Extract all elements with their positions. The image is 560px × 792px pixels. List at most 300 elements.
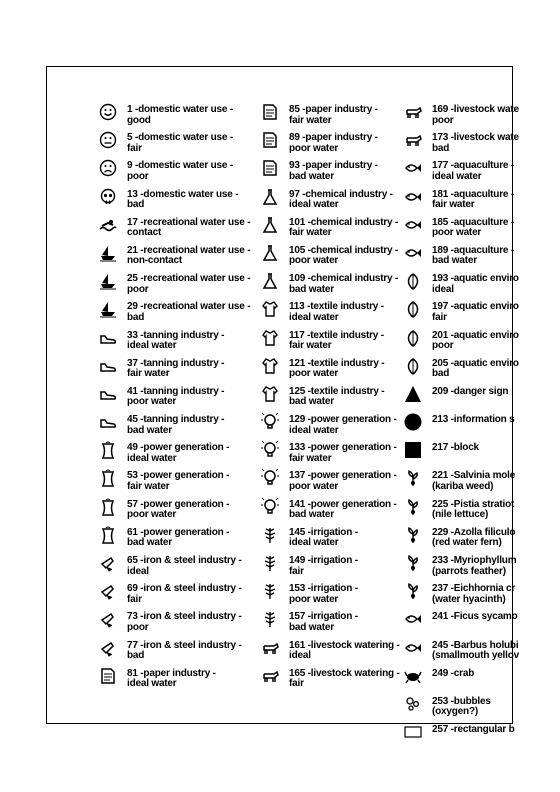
fish-icon xyxy=(402,637,424,659)
legend-entry-line: 177 -aquaculture - xyxy=(432,160,514,172)
bubbles-icon xyxy=(402,693,424,715)
legend-entry-line: poor xyxy=(127,283,149,295)
legend-entry-line: 1 -domestic water use - xyxy=(127,104,233,115)
ladle-icon xyxy=(97,552,119,574)
legend-entry-line: fair xyxy=(432,311,447,323)
legend-entry-label xyxy=(127,302,250,323)
legend-entry-line: 65 -iron & steel industry - xyxy=(127,555,242,566)
legend-entry-label xyxy=(127,161,233,182)
legend-entry xyxy=(402,693,513,721)
shirt-icon xyxy=(259,327,281,349)
legend-entry-line: fair water xyxy=(289,114,332,126)
legend-entry-line: 117 -textile industry - xyxy=(289,329,384,341)
legend-entry xyxy=(402,242,513,270)
shell-icon xyxy=(402,298,424,320)
legend-entry-line: bad water xyxy=(289,509,334,521)
legend-entry-line: 137 -power generation - xyxy=(289,470,397,482)
legend-entry-label xyxy=(432,725,515,736)
legend-entry-line: 237 -Eichhornia cr xyxy=(432,583,516,595)
legend-entry xyxy=(259,524,409,552)
swimmer-icon xyxy=(97,214,119,236)
legend-entry-line: 29 -recreational water use - xyxy=(127,301,251,313)
legend-entry xyxy=(402,186,513,214)
legend-entry-line: 93 -paper industry - xyxy=(289,160,378,172)
rect-outline-icon xyxy=(402,721,424,743)
legend-entry-label xyxy=(289,415,397,436)
legend-entry xyxy=(259,665,409,693)
shoe-icon xyxy=(97,355,119,377)
paper-icon xyxy=(259,101,281,123)
cow-icon xyxy=(402,129,424,151)
flask-icon xyxy=(259,214,281,236)
legend-entry-label xyxy=(289,274,398,295)
legend-entry xyxy=(402,214,513,242)
legend-entry xyxy=(259,298,409,326)
legend-entry xyxy=(97,411,257,439)
legend-entry-label xyxy=(289,528,358,549)
shoe-icon xyxy=(97,383,119,405)
flask-icon xyxy=(259,186,281,208)
weed-icon xyxy=(402,496,424,518)
legend-entry-label xyxy=(432,133,519,154)
legend-entry-label xyxy=(289,443,397,464)
legend-entry-label xyxy=(432,641,519,662)
legend-entry-line: 193 -aquatic enviro xyxy=(432,273,519,285)
legend-entry xyxy=(402,101,519,129)
ladle-icon xyxy=(97,637,119,659)
legend-entry-label xyxy=(432,471,515,492)
legend-entry xyxy=(259,270,409,298)
legend-column-2 xyxy=(259,101,409,693)
legend-entry xyxy=(402,298,519,326)
legend-entry xyxy=(97,242,257,270)
legend-entry-line: bad water xyxy=(289,170,334,182)
legend-entry-line: 173 -livestock wate xyxy=(432,132,519,144)
legend-entry-line: 189 -aquaculture - xyxy=(432,244,514,256)
legend-entry-label xyxy=(432,556,516,577)
legend-entry xyxy=(402,411,513,439)
legend-entry-label xyxy=(127,669,216,690)
legend-entry xyxy=(259,496,409,524)
legend-entry-line: 145 -irrigation - xyxy=(289,526,358,538)
legend-entry-label xyxy=(432,415,515,426)
legend-entry-label xyxy=(289,500,397,521)
legend-entry-label xyxy=(289,669,400,690)
legend-entry xyxy=(259,129,409,157)
legend-entry xyxy=(97,355,257,383)
legend-entry xyxy=(97,101,257,129)
legend-entry xyxy=(402,327,519,355)
legend-entry xyxy=(259,355,409,383)
legend-entry-line: 73 -iron & steel industry - xyxy=(127,611,242,623)
legend-entry-line: 97 -chemical industry - xyxy=(289,188,393,200)
legend-entry xyxy=(402,157,513,185)
legend-entry xyxy=(259,101,409,129)
legend-entry xyxy=(402,721,513,749)
legend-entry-line: contact xyxy=(127,227,162,239)
legend-entry-line: poor water xyxy=(432,227,482,239)
legend-entry xyxy=(259,327,409,355)
legend-entry-label xyxy=(289,302,384,323)
legend-entry-line: 201 -aquatic enviro xyxy=(432,329,519,341)
legend-entry-line: 49 -power generation - xyxy=(127,442,230,454)
legend-entry-line: bad xyxy=(127,199,145,211)
legend-entry xyxy=(259,383,409,411)
legend-entry-line: 221 -Salvinia mole xyxy=(432,470,516,482)
legend-entry-line: 45 -tanning industry - xyxy=(127,414,225,426)
legend-entry-line: 17 -recreational water use - xyxy=(127,216,251,228)
legend-entry-line: 121 -textile industry - xyxy=(289,357,385,369)
ladle-icon xyxy=(97,608,119,630)
shell-icon xyxy=(402,270,424,292)
boat-icon xyxy=(97,242,119,264)
legend-entry-line: fair xyxy=(127,142,142,154)
legend-entry-line: fair xyxy=(289,565,304,577)
legend-entry-line: 133 -power generation - xyxy=(289,442,397,454)
legend-entry-line: bad xyxy=(127,650,145,662)
legend-entry-line: 13 -domestic water use - xyxy=(127,188,239,200)
legend-entry-line: 69 -iron & steel industry - xyxy=(127,583,242,595)
legend-entry-line: 109 -chemical industry - xyxy=(289,273,399,285)
legend-entry-line: bad water xyxy=(289,621,334,633)
legend-entry-line: 33 -tanning industry - xyxy=(127,329,225,341)
legend-entry-label xyxy=(127,528,229,549)
legend-entry-label xyxy=(432,302,519,323)
plant-icon xyxy=(259,608,281,630)
legend-entry xyxy=(402,552,517,580)
legend-entry-line: 169 -livestock wate xyxy=(432,104,519,115)
legend-entry-line: 37 -tanning industry - xyxy=(127,357,225,369)
legend-entry-line: poor water xyxy=(127,396,177,408)
weed-icon xyxy=(402,467,424,489)
legend-entry xyxy=(259,439,409,467)
shirt-icon xyxy=(259,298,281,320)
legend-entry-label xyxy=(432,697,491,718)
legend-entry-label xyxy=(289,246,398,267)
triangle-icon xyxy=(402,383,424,405)
bulb-icon xyxy=(259,496,281,518)
legend-entry-line: 101 -chemical industry - xyxy=(289,216,399,228)
legend-entry-line: 253 -bubbles xyxy=(432,695,491,707)
legend-entry xyxy=(402,129,519,157)
legend-entry-line: 85 -paper industry - xyxy=(289,104,378,115)
bulb-icon xyxy=(259,411,281,433)
legend-entry-line: fair water xyxy=(289,227,332,239)
legend-entry-line: ideal water xyxy=(127,340,177,351)
legend-entry xyxy=(402,524,516,552)
legend-entry-label xyxy=(127,359,224,380)
legend-entry-label xyxy=(127,415,224,436)
legend-entry-line: 197 -aquatic enviro xyxy=(432,301,519,313)
legend-entry-line: 105 -chemical industry - xyxy=(289,244,399,256)
legend-entry-label xyxy=(127,443,229,464)
legend-entry xyxy=(402,467,516,495)
legend-entry-line: bad water xyxy=(432,255,477,267)
legend-entry-label xyxy=(432,218,514,239)
legend-entry-line: poor xyxy=(432,114,454,126)
legend-entry-line: 53 -power generation - xyxy=(127,470,230,482)
shoe-icon xyxy=(97,327,119,349)
square-icon xyxy=(402,439,424,461)
legend-entry-line: 61 -power generation - xyxy=(127,526,230,538)
legend-entry xyxy=(259,242,409,270)
legend-entry-line: poor water xyxy=(289,593,339,605)
legend-entry-line: bad water xyxy=(127,537,172,549)
legend-entry-line: good xyxy=(127,114,151,126)
legend-entry-line: 77 -iron & steel industry - xyxy=(127,639,242,651)
legend-entry-label xyxy=(432,161,514,182)
cooling-tower-icon xyxy=(97,467,119,489)
legend-entry-line: non-contact xyxy=(127,255,183,267)
legend-entry-line: poor water xyxy=(289,480,339,492)
paper-icon xyxy=(259,157,281,179)
legend-entry-label xyxy=(127,471,229,492)
legend-entry-label xyxy=(432,105,519,126)
legend-entry-line: 233 -Myriophyllum xyxy=(432,555,517,566)
fish-icon xyxy=(402,214,424,236)
legend-entry-line: ideal water xyxy=(432,170,482,182)
legend-entry-label xyxy=(289,331,384,352)
legend-entry-line: (kariba weed) xyxy=(432,480,494,492)
legend-entry-line: 257 -rectangular b xyxy=(432,724,515,736)
legend-entry xyxy=(402,383,513,411)
legend-entry-label xyxy=(432,443,479,454)
legend-entry xyxy=(259,580,409,608)
legend-entry-label xyxy=(289,471,397,492)
legend-entry-line: bad xyxy=(432,368,450,380)
legend-entry-line: 113 -textile industry - xyxy=(289,301,384,313)
legend-entry xyxy=(97,383,257,411)
legend-entry-label xyxy=(127,612,242,633)
legend-entry-line: poor xyxy=(127,621,149,633)
legend-entry xyxy=(97,157,257,185)
cow-icon xyxy=(259,637,281,659)
legend-entry-label xyxy=(127,105,233,126)
legend-entry-line: 89 -paper industry - xyxy=(289,132,378,144)
legend-entry xyxy=(97,524,257,552)
legend-entry-label xyxy=(432,246,514,267)
shell-icon xyxy=(402,327,424,349)
legend-entry-line: 141 -power generation - xyxy=(289,498,397,510)
legend-entry xyxy=(97,496,257,524)
fish-icon xyxy=(402,608,424,630)
legend-entry-label xyxy=(289,161,378,182)
legend-entry xyxy=(402,580,516,608)
legend-entry-label xyxy=(432,612,518,623)
legend-entry-line: bad water xyxy=(289,396,334,408)
legend-entry-label xyxy=(289,584,358,605)
shell-icon xyxy=(402,355,424,377)
legend-entry xyxy=(259,637,409,665)
legend-entry-line: poor water xyxy=(127,509,177,521)
cooling-tower-icon xyxy=(97,496,119,518)
legend-entry-line: fair water xyxy=(127,368,170,380)
legend-entry xyxy=(97,608,257,636)
face-frown-icon xyxy=(97,157,119,179)
paper-icon xyxy=(259,129,281,151)
legend-entry-label xyxy=(127,331,224,352)
legend-entry-label xyxy=(127,274,250,295)
legend-entry-line: 161 -livestock watering - xyxy=(289,639,400,651)
legend-entry-line: 165 -livestock watering - xyxy=(289,667,400,679)
legend-entry-line: 157 -irrigation - xyxy=(289,611,358,623)
legend-entry xyxy=(259,608,409,636)
legend-entry xyxy=(97,665,257,693)
legend-entry-line: 9 -domestic water use - xyxy=(127,160,233,172)
legend-entry-label xyxy=(289,133,378,154)
legend-entry-line: poor water xyxy=(289,142,339,154)
legend-entry-line: 21 -recreational water use - xyxy=(127,244,251,256)
legend-entry-line: (smallmouth yellov xyxy=(432,650,519,662)
legend-entry xyxy=(259,411,409,439)
legend-entry-line: poor xyxy=(432,340,454,351)
weed-icon xyxy=(402,552,424,574)
legend-entry-line: 153 -irrigation - xyxy=(289,583,358,595)
legend-entry-line: poor water xyxy=(289,255,339,267)
circle-icon xyxy=(402,411,424,433)
legend-entry-line: 249 -crab xyxy=(432,667,475,679)
legend-entry-label xyxy=(289,387,384,408)
legend-entry-label xyxy=(432,584,515,605)
legend-entry xyxy=(97,637,257,665)
weed-icon xyxy=(402,580,424,602)
skull-icon xyxy=(97,186,119,208)
legend-entry xyxy=(259,467,409,495)
legend-entry-line: ideal water xyxy=(127,452,177,464)
legend-entry-label xyxy=(127,218,250,239)
legend-entry-line: 25 -recreational water use - xyxy=(127,273,251,285)
legend-entry-line: bad water xyxy=(289,283,334,295)
paper-icon xyxy=(97,665,119,687)
legend-entry-label xyxy=(289,612,358,633)
legend-entry-line: 241 -Ficus sycamo xyxy=(432,611,518,623)
legend-entry-label xyxy=(289,218,398,239)
ladle-icon xyxy=(97,580,119,602)
legend-entry-label xyxy=(432,387,508,398)
legend-entry-line: ideal xyxy=(432,283,454,295)
legend-entry-line: 209 -danger sign xyxy=(432,385,509,397)
legend-entry-line: 57 -power generation - xyxy=(127,498,230,510)
weed-icon xyxy=(402,524,424,546)
legend-entry-label xyxy=(127,500,229,521)
legend-entry-line: (oxygen?) xyxy=(432,706,478,718)
legend-entry-line: 41 -tanning industry - xyxy=(127,385,225,397)
legend-entry-line: 185 -aquaculture - xyxy=(432,216,514,228)
legend-entry-line: ideal water xyxy=(289,537,339,549)
legend-entry-label xyxy=(289,105,378,126)
legend-entry-label xyxy=(127,556,242,577)
legend-entry xyxy=(402,439,513,467)
legend-entry-label xyxy=(127,584,242,605)
shoe-icon xyxy=(97,411,119,433)
legend-entry-line: fair water xyxy=(289,340,332,351)
legend-entry-line: 5 -domestic water use - xyxy=(127,132,233,144)
cow-icon xyxy=(259,665,281,687)
legend-entry xyxy=(259,214,409,242)
legend-entry-line: (red water fern) xyxy=(432,537,502,549)
legend-entry-line: ideal xyxy=(289,650,311,662)
legend-entry xyxy=(259,186,409,214)
legend-entry-label xyxy=(127,190,238,211)
legend-entry-label xyxy=(432,331,519,352)
legend-entry-line: poor xyxy=(127,170,149,182)
legend-entry xyxy=(402,270,519,298)
fish-icon xyxy=(402,157,424,179)
legend-entry-line: 181 -aquaculture - xyxy=(432,188,514,200)
legend-entry-label xyxy=(289,556,358,577)
flask-icon xyxy=(259,270,281,292)
legend-entry-line: 225 -Pistia stratiot xyxy=(432,498,515,510)
legend-entry xyxy=(402,496,513,524)
legend-entry xyxy=(97,129,257,157)
legend-entry-line: bad water xyxy=(127,424,172,436)
cooling-tower-icon xyxy=(97,439,119,461)
legend-entry-line: 81 -paper industry - xyxy=(127,667,216,679)
legend-entry-line: 129 -power generation - xyxy=(289,414,397,426)
crab-icon xyxy=(402,665,424,687)
legend-entry-line: bad xyxy=(432,142,450,154)
legend-entry xyxy=(97,467,257,495)
symbol-legend-page xyxy=(46,66,519,736)
face-neutral-icon xyxy=(97,129,119,151)
legend-entry-label xyxy=(432,528,515,549)
legend-entry-line: ideal water xyxy=(127,678,177,690)
legend-entry-line: 205 -aquatic enviro xyxy=(432,357,519,369)
cow-icon xyxy=(402,101,424,123)
legend-entry xyxy=(402,665,513,693)
legend-entry-line: 213 -information s xyxy=(432,414,515,426)
legend-entry-label xyxy=(432,359,519,380)
legend-entry xyxy=(97,270,257,298)
legend-entry xyxy=(97,186,257,214)
legend-entry-line: ideal water xyxy=(289,424,339,436)
bulb-icon xyxy=(259,439,281,461)
legend-entry-line: ideal water xyxy=(289,311,339,323)
cooling-tower-icon xyxy=(97,524,119,546)
legend-entry-line: ideal xyxy=(127,565,149,577)
legend-entry xyxy=(97,327,257,355)
legend-entry xyxy=(402,355,519,383)
legend-entry xyxy=(259,552,409,580)
legend-entry-label xyxy=(127,641,242,662)
boat-icon xyxy=(97,270,119,292)
plant-icon xyxy=(259,552,281,574)
legend-entry-label xyxy=(432,274,519,295)
legend-entry-line: 217 -block xyxy=(432,442,479,454)
fish-icon xyxy=(402,186,424,208)
legend-entry xyxy=(97,552,257,580)
legend-entry-label xyxy=(127,246,250,267)
legend-entry xyxy=(259,157,409,185)
legend-entry xyxy=(97,580,257,608)
legend-column-1 xyxy=(97,101,257,693)
legend-entry-line: 149 -irrigation - xyxy=(289,555,358,566)
legend-entry-line: fair xyxy=(289,678,304,690)
legend-entry-line: (parrots feather) xyxy=(432,565,506,577)
legend-entry-line: 245 -Barbus holubi xyxy=(432,639,519,651)
legend-entry-line: (nile lettuce) xyxy=(432,509,489,521)
legend-entry-line: 229 -Azolla filiculo xyxy=(432,526,516,538)
legend-entry xyxy=(97,439,257,467)
legend-entry-line: fair water xyxy=(127,480,170,492)
legend-entry xyxy=(97,214,257,242)
legend-entry-label xyxy=(127,133,233,154)
legend-entry-line: fair water xyxy=(432,199,475,211)
legend-entry-line: poor water xyxy=(289,368,339,380)
shirt-icon xyxy=(259,355,281,377)
legend-entry-line: fair xyxy=(127,593,142,605)
legend-entry-label xyxy=(432,500,514,521)
